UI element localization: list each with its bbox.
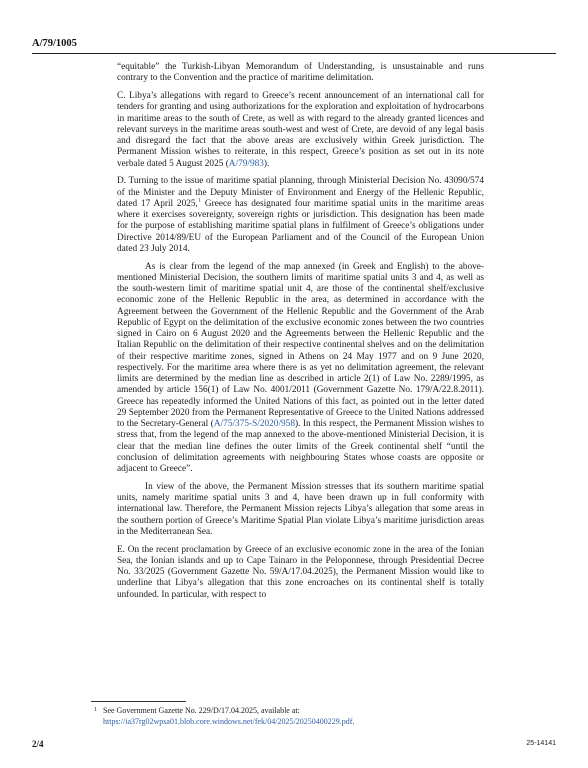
document-body xyxy=(117,62,484,607)
page-number: 2/4 xyxy=(32,739,44,749)
paragraph-c-text: C. Libya’s allegations with regard to Greece’s recent announcement of an international call for tenders for granting and using authorizations for the exploration and exploitation of hydrocarbons in maritime areas to the south of Crete, as well as with regard to the already granted licences and relevant surveys in the maritime areas south-west and west of Crete, are devoid of any legal basis and disregard the fact that the above areas are exclusively within Greek jurisdiction. The Permanent Mission wishes to reiterate, in this respect, Greece’s position as set out in its note verbale dated 5 August 2025 ( xyxy=(117,91,484,169)
paragraph-d-rest: Greece has designated four maritime spatial units in the maritime areas where it exercises sovereignty, sovereign rights or jurisdiction. This designation has been made for the purpose of establishing maritime spatial plans in fulfilment of Greece’s obligations under Directive 2014/89/EU of the European Parliament and of the Council of the European Union dated 23 July 2014. xyxy=(117,198,484,254)
footnote-number: 1 xyxy=(94,707,97,713)
footnote-url-end: . xyxy=(352,716,355,726)
footnote-reference[interactable]: 1 xyxy=(197,196,202,204)
paragraph-1-text: “equitable” the Turkish-Libyan Memorandum of Understanding, is unsustainable and runs contrary to the Convention and the practice of maritime delimitation. xyxy=(117,62,484,84)
paragraph-c-end: ). xyxy=(263,158,270,169)
link-a-79-983[interactable]: A/79/983 xyxy=(228,158,264,169)
paragraph-legend-rest: ). In this respect, the Permanent Mission wishes to stress that, from the legend of the map annexed to the above-mentioned Ministerial Decision, it is clear that the median line defines the outer limits of the Greek continental shelf “until the conclusion of delimitation agreements with neighbouring States whose coasts are opposite or adjacent to Greece”. xyxy=(117,419,484,474)
paragraph-d-text: D. Turning to the issue of maritime spatial planning, through Ministerial Decision No. 43090/574 of the Minister and the Deputy Minister of Environment and Energy of the Hellenic Republic, dated 17 April 2025, xyxy=(117,176,484,209)
paragraph-legend xyxy=(117,262,484,476)
footnote-url-link[interactable]: https://ia37rg02wpsa01.blob.core.windows.net/fek/04/2025/20250400229.pdf xyxy=(103,716,353,726)
paragraph-c xyxy=(117,91,484,170)
paragraph-e-text: E. On the recent proclamation by Greece of an exclusive economic zone in the area of the Ionian Sea, the Ionian islands and up to Cape Tainaro in the Peloponnese, through Presidential Decree No. 33/2025 (Government Gazette No. 59/A/17.04.2025), the Permanent Mission would like to underline that Libya’s allegation that this zone encroaches on its continental shelf is totally unfounded. In particular, with respect to xyxy=(117,544,484,600)
link-a-75-375[interactable]: A/75/375-S/2020/958 xyxy=(213,419,295,429)
footnote-text: See Government Gazette No. 229/D/17.04.2025, available at: xyxy=(103,706,300,715)
document-symbol: A/79/1005 xyxy=(32,38,77,49)
header-rule xyxy=(32,53,556,54)
footnote xyxy=(94,706,503,727)
footnote-rule xyxy=(91,701,186,702)
paragraph-d xyxy=(117,176,484,255)
paragraph-view xyxy=(117,482,484,538)
job-number: 25-14141 xyxy=(526,740,556,747)
paragraph-e xyxy=(117,545,484,601)
paragraph-view-text: In view of the above, the Permanent Mission stresses that its southern maritime spatial units, namely maritime spatial units 3 and 4, have been drawn up in full conformity with international law. Therefore, the Permanent Mission rejects Libya’s allegation that some areas in the southern portion of Greece’s Maritime Spatial Plan violate Libya’s maritime jurisdiction areas in the Mediterranean Sea. xyxy=(117,481,484,537)
paragraph-1 xyxy=(117,62,484,85)
paragraph-legend-text: As is clear from the legend of the map annexed (in Greek and English) to the above-mentioned Ministerial Decision, the southern limits of maritime spatial units 3 and 4, as well as the south-western limit of maritime spatial unit 4, are those of the continental shelf/exclusive economic zone of the Hellenic Republic in the area, as determined in accordance with the Agreement between the Government of the Hellenic Republic and the Government of the Arab Republic of Egypt on the delimitation of the exclusive economic zones between the two countries signed in Cairo on 6 August 2020 and the Agreements between the Hellenic Republic and the Italian Republic on the delimitation of their respective continental shelves and on the delimitation of their respective maritime zones, signed in Athens on 24 May 1977 and on 9 June 2020, respectively. For the maritime area where there is as yet no delimitation agreement, the relevant limits are determined by the median line as described in article 2(1) of Law No. 2289/1995, as amended by article 156(1) of Law No. 4001/2011 (Government Gazette No. 179/A/22.8.2011). Greece has repeatedly informed the United Nations of this fact, as pointed out in the letter dated 29 September 2020 from the Permanent Representative of Greece to the United Nations addressed to the Secretary-General ( xyxy=(117,261,484,429)
